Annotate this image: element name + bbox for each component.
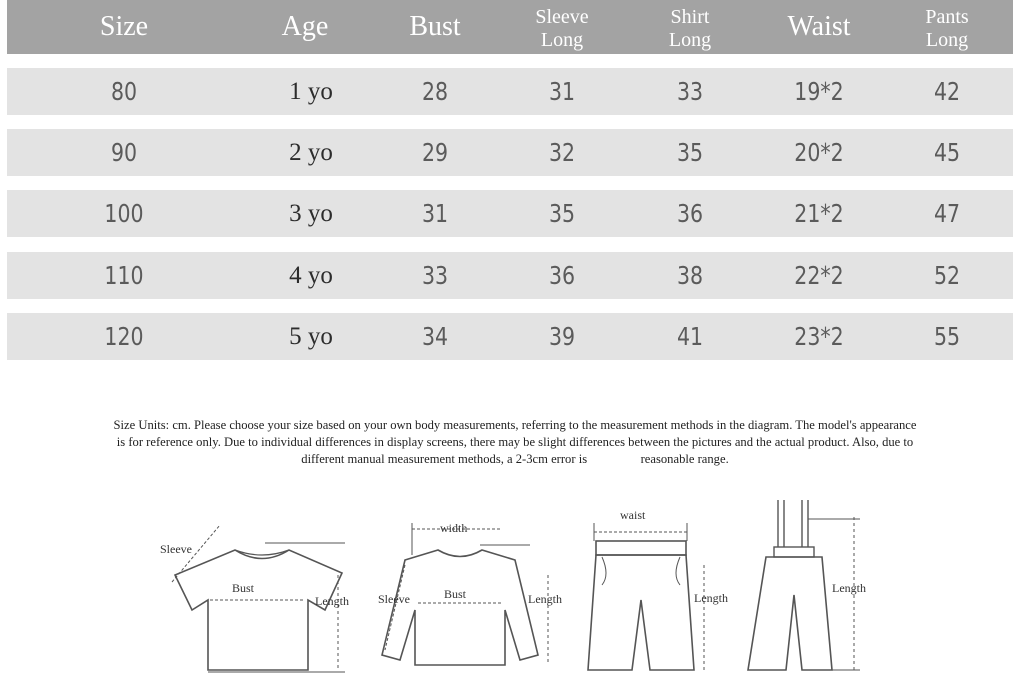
tshirt-length-label: Length [315,594,349,608]
table-row [7,129,1013,176]
cell-sleeve-long: 31 [548,77,576,106]
cell-pants-long: 42 [933,77,961,106]
cell-bust: 31 [421,199,449,228]
header-sleeve-long: Sleeve Long [535,6,589,51]
cell-sleeve-long: 36 [548,261,576,290]
cell-shirt-long: 33 [676,77,704,106]
table-row [7,190,1013,237]
cell-bust: 29 [421,138,449,167]
size-note [30,417,1000,468]
note-line: is for reference only. Due to individual differences in display screens, there may be slight differences between the pictures and the actual product. Also, due to [116,435,914,449]
overalls-diagram [742,495,892,680]
table-row [7,313,1013,360]
cell-bust: 33 [421,261,449,290]
cell-age: 5 yo [289,322,333,350]
cell-pants-long: 52 [933,261,961,290]
cell-size: 110 [104,261,144,290]
cell-waist: 22*2 [794,261,844,290]
cell-sleeve-long: 32 [548,138,576,167]
sweater-sleeve-label: Sleeve [378,592,410,606]
cell-waist: 23*2 [794,322,844,351]
tshirt-diagram [150,515,365,680]
header-waist: Waist [787,10,851,42]
shorts-length-label: Length [694,591,728,605]
cell-size: 80 [110,77,138,106]
cell-age: 1 yo [289,77,333,105]
table-row [7,68,1013,115]
header-bust: Bust [409,10,461,42]
cell-shirt-long: 36 [676,199,704,228]
sweater-width-label: width [440,521,468,535]
cell-bust: 34 [421,322,449,351]
header-age: Age [281,10,329,42]
tshirt-sleeve-label: Sleeve [160,542,192,556]
cell-sleeve-long: 35 [548,199,576,228]
cell-shirt-long: 41 [676,322,704,351]
sweater-bust-label: Bust [444,587,467,601]
cell-pants-long: 45 [933,138,961,167]
cell-waist: 19*2 [794,77,844,106]
header-pants-long: Pants Long [925,6,969,51]
table-row [7,252,1013,299]
cell-waist: 21*2 [794,199,844,228]
cell-sleeve-long: 39 [548,322,576,351]
cell-age: 4 yo [289,261,333,289]
cell-pants-long: 55 [933,322,961,351]
cell-size: 120 [104,322,144,351]
overalls-length-label: Length [832,581,866,595]
size-table-header [7,0,1013,54]
note-line: Size Units: cm. Please choose your size based on your own body measurements, referring to the measurement methods in the diagram. The model's appearance [113,418,917,432]
cell-shirt-long: 38 [676,261,704,290]
cell-size: 90 [110,138,138,167]
shorts-waist-label: waist [620,508,646,522]
cell-age: 2 yo [289,138,333,166]
header-size: Size [99,10,149,42]
tshirt-bust-label: Bust [232,581,255,595]
sweater-length-label: Length [528,592,562,606]
header-shirt-long: Shirt Long [668,6,712,51]
cell-bust: 28 [421,77,449,106]
note-line: different manual measurement methods, a 2-3cm error is reasonable range. [301,452,729,466]
cell-age: 3 yo [289,199,333,227]
cell-shirt-long: 35 [676,138,704,167]
cell-pants-long: 47 [933,199,961,228]
shorts-diagram [582,505,742,680]
sweater-diagram [370,515,580,680]
cell-waist: 20*2 [794,138,844,167]
cell-size: 100 [104,199,144,228]
